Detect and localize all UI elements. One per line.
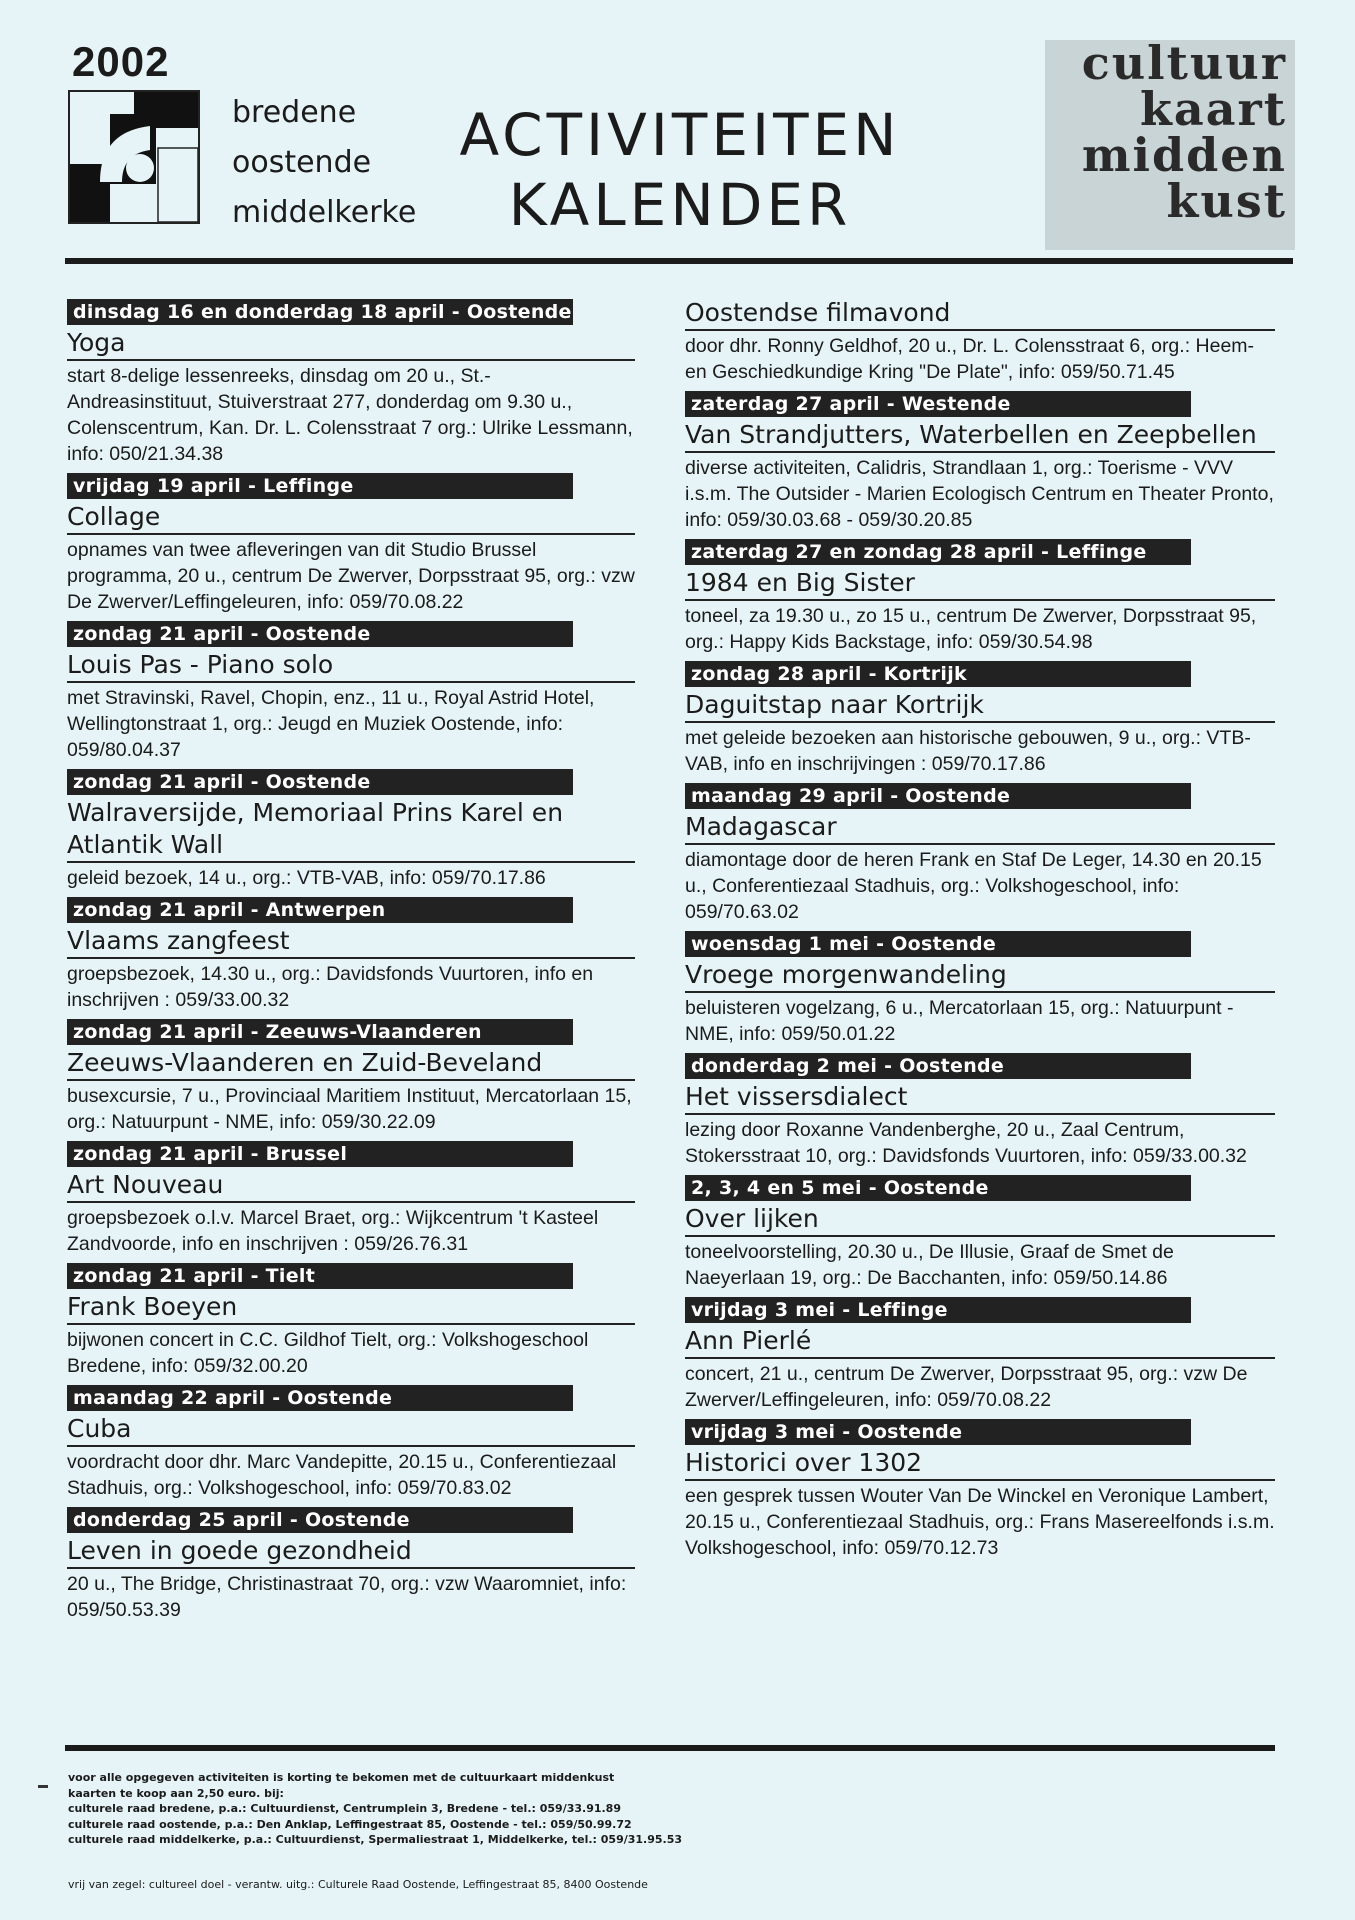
event-description: voordracht door dhr. Marc Vandepitte, 20.15 u., Conferentiezaal Stadhuis, org.: Volkshogeschool, info: 059/70.83.02 <box>67 1451 617 1499</box>
event-description: geleid bezoek, 14 u., org.: VTB-VAB, info: 059/70.17.86 <box>67 867 546 889</box>
event-description: toneel, za 19.30 u., zo 15 u., centrum De Zwerver, Dorpsstraat 95, org.: Happy Kids Backstage, info: 059/30.54.98 <box>685 605 1257 653</box>
event-title: Het vissersdialect <box>685 1081 1275 1115</box>
event-date-bar: donderdag 2 mei - Oostende <box>685 1053 1191 1079</box>
event-title: Yoga <box>67 327 635 361</box>
year: 2002 <box>72 38 170 85</box>
event-date-bar: vrijdag 3 mei - Oostende <box>685 1419 1191 1445</box>
event-title: Vlaams zangfeest <box>67 925 635 959</box>
event-title: Van Strandjutters, Waterbellen en Zeepbellen <box>685 419 1275 453</box>
event-description: met Stravinski, Ravel, Chopin, enz., 11 u., Royal Astrid Hotel, Wellingtonstraat 1, org.: Jeugd en Muziek Oostende, info: 059/80.04.37 <box>67 687 595 761</box>
event-title: Louis Pas - Piano solo <box>67 649 635 683</box>
title-line-1: ACTIVITEITEN <box>459 101 901 169</box>
event-description: met geleide bezoeken aan historische gebouwen, 9 u., org.: VTB-VAB, info en inschrijvingen : 059/70.17.86 <box>685 727 1251 775</box>
event-date-bar: zondag 21 april - Brussel <box>67 1141 573 1167</box>
event-date-bar: maandag 29 april - Oostende <box>685 783 1191 809</box>
footer-line: culturele raad bredene, p.a.: Cultuurdienst, Centrumplein 3, Bredene - tel.: 059/33.91.89 <box>68 1802 621 1815</box>
left-column <box>67 295 635 1629</box>
event-item <box>685 1175 1275 1291</box>
town-list <box>232 88 416 238</box>
event-item <box>67 473 635 615</box>
event-item <box>67 1019 635 1135</box>
event-title: Vroege morgenwandeling <box>685 959 1275 993</box>
event-title: 1984 en Big Sister <box>685 567 1275 601</box>
event-item <box>685 1419 1275 1561</box>
town-name: bredene <box>232 95 357 130</box>
event-date-bar: zaterdag 27 april - Westende <box>685 391 1191 417</box>
event-title: Leven in goede gezondheid <box>67 1535 635 1569</box>
event-title: Madagascar <box>685 811 1275 845</box>
event-title: Collage <box>67 501 635 535</box>
event-item <box>67 1141 635 1257</box>
event-title: Daguitstap naar Kortrijk <box>685 689 1275 723</box>
cultuurkaart-logo <box>1045 36 1295 250</box>
logo <box>68 90 200 224</box>
event-title: Oostendse filmavond <box>685 297 1275 331</box>
event-date-bar: zondag 21 april - Tielt <box>67 1263 573 1289</box>
margin-mark <box>38 1785 48 1788</box>
event-item <box>67 1263 635 1379</box>
event-date-bar: dinsdag 16 en donderdag 18 april - Oostende <box>67 299 573 325</box>
publisher-note: vrij van zegel: cultureel doel - verantw. uitg.: Culturele Raad Oostende, Leffingestraat 85, 8400 Oostende <box>68 1878 648 1891</box>
event-item <box>685 1297 1275 1413</box>
event-item <box>67 769 635 891</box>
event-description: lezing door Roxanne Vandenberghe, 20 u., Zaal Centrum, Stokersstraat 10, org.: Davidsfonds Vuurtoren, info: 059/33.00.32 <box>685 1119 1247 1167</box>
event-item <box>67 897 635 1013</box>
event-description: toneelvoorstelling, 20.30 u., De Illusie, Graaf de Smet de Naeyerlaan 19, org.: De Bacchanten, info: 059/50.14.86 <box>685 1241 1174 1289</box>
event-date-bar: vrijdag 19 april - Leffinge <box>67 473 573 499</box>
event-description: diamontage door de heren Frank en Staf De Leger, 14.30 en 20.15 u., Conferentiezaal Stadhuis, org.: Volkshogeschool, info: 059/70.63.02 <box>685 849 1262 923</box>
footer-divider <box>65 1745 1275 1751</box>
event-date-bar: woensdag 1 mei - Oostende <box>685 931 1191 957</box>
event-date-bar: zondag 21 april - Oostende <box>67 621 573 647</box>
event-title: Ann Pierlé <box>685 1325 1275 1359</box>
event-title: Frank Boeyen <box>67 1291 635 1325</box>
event-description: een gesprek tussen Wouter Van De Winckel en Veronique Lambert, 20.15 u., Conferentiezaal Stadhuis, org.: Frans Masereelfonds i.s.m. Volkshogeschool, info: 059/70.12.73 <box>685 1485 1275 1559</box>
event-description: 20 u., The Bridge, Christinastraat 70, org.: vzw Waaromniet, info: 059/50.53.39 <box>67 1573 627 1621</box>
event-date-bar: zondag 21 april - Zeeuws-Vlaanderen <box>67 1019 573 1045</box>
event-description: groepsbezoek, 14.30 u., org.: Davidsfonds Vuurtoren, info en inschrijven : 059/33.00.32 <box>67 963 594 1011</box>
event-item <box>685 391 1275 533</box>
town-name: middelkerke <box>232 195 417 230</box>
event-date-bar: zondag 21 april - Antwerpen <box>67 897 573 923</box>
event-item <box>67 1385 635 1501</box>
footer-line: kaarten te koop aan 2,50 euro. bij: <box>68 1786 284 1800</box>
event-item <box>685 783 1275 925</box>
event-description: door dhr. Ronny Geldhof, 20 u., Dr. L. Colensstraat 6, org.: Heem- en Geschiedkundige Kring "De Plate", info: 059/50.71.45 <box>685 335 1255 383</box>
event-description: start 8-delige lessenreeks, dinsdag om 20 u., St.-Andreasinstituut, Stuiverstraat 277, donderdag om 9.30 u., Colenscentrum, Kan. Dr. L. Colensstraat 7 org.: Ulrike Lessmann, info: 050/21.34.38 <box>67 365 633 465</box>
event-title: Art Nouveau <box>67 1169 635 1203</box>
event-description: groepsbezoek o.l.v. Marcel Braet, org.: Wijkcentrum 't Kasteel Zandvoorde, info en inschrijven : 059/26.76.31 <box>67 1207 599 1255</box>
event-description: diverse activiteiten, Calidris, Strandlaan 1, org.: Toerisme - VVV i.s.m. The Outsider - Marien Ecologisch Centrum en Theater Pronto, info: 059/30.03.68 - 059/30.20.85 <box>685 457 1274 531</box>
brand-word: kaart <box>1140 82 1287 136</box>
event-item <box>685 931 1275 1047</box>
event-description: busexcursie, 7 u., Provinciaal Maritiem Instituut, Mercatorlaan 15, org.: Natuurpunt - NME, info: 059/30.22.09 <box>67 1085 632 1133</box>
event-date-bar: zondag 28 april - Kortrijk <box>685 661 1191 687</box>
event-date-bar: maandag 22 april - Oostende <box>67 1385 573 1411</box>
event-date-bar: donderdag 25 april - Oostende <box>67 1507 573 1533</box>
event-date-bar: zondag 21 april - Oostende <box>67 769 573 795</box>
town-name: oostende <box>232 145 372 180</box>
event-date-bar: zaterdag 27 en zondag 28 april - Leffinge <box>685 539 1191 565</box>
event-item <box>67 621 635 763</box>
right-column <box>685 295 1275 1567</box>
page-title <box>420 100 940 240</box>
brand-word: kust <box>1166 174 1287 228</box>
event-item <box>685 661 1275 777</box>
brand-word: cultuur <box>1081 36 1287 90</box>
event-title: Zeeuws-Vlaanderen en Zuid-Beveland <box>67 1047 635 1081</box>
event-title: Historici over 1302 <box>685 1447 1275 1481</box>
event-item <box>67 1507 635 1623</box>
event-title: Over lijken <box>685 1203 1275 1237</box>
event-date-bar: vrijdag 3 mei - Leffinge <box>685 1297 1191 1323</box>
brand-word: midden <box>1081 128 1287 182</box>
event-title: Cuba <box>67 1413 635 1447</box>
footer-line: voor alle opgegeven activiteiten is korting te bekomen met de cultuurkaart middenkust <box>68 1771 615 1784</box>
event-item <box>685 539 1275 655</box>
event-description: bijwonen concert in C.C. Gildhof Tielt, org.: Volkshogeschool Bredene, info: 059/32.00.20 <box>67 1329 589 1377</box>
footer-line: culturele raad oostende, p.a.: Den Anklap, Leffingestraat 85, Oostende - tel.: 059/50.99.72 <box>68 1817 632 1831</box>
event-item <box>67 299 635 467</box>
event-description: beluisteren vogelzang, 6 u., Mercatorlaan 15, org.: Natuurpunt - NME, info: 059/50.01.22 <box>685 997 1234 1045</box>
header-divider <box>65 258 1293 264</box>
event-title: Walraversijde, Memoriaal Prins Karel en Atlantik Wall <box>67 797 635 863</box>
event-description: concert, 21 u., centrum De Zwerver, Dorpsstraat 95, org.: vzw De Zwerver/Leffingeleuren, info: 059/70.08.22 <box>685 1363 1248 1411</box>
footer-info <box>68 1770 682 1848</box>
event-date-bar: 2, 3, 4 en 5 mei - Oostende <box>685 1175 1191 1201</box>
event-item <box>685 297 1275 385</box>
title-line-2: KALENDER <box>508 171 852 239</box>
event-description: opnames van twee afleveringen van dit Studio Brussel programma, 20 u., centrum De Zwerver, Dorpsstraat 95, org.: vzw De Zwerver/Leffingeleuren, info: 059/70.08.22 <box>67 539 635 613</box>
footer-line: culturele raad middelkerke, p.a.: Cultuurdienst, Spermaliestraat 1, Middelkerke, tel.: 059/31.95.53 <box>68 1833 683 1846</box>
event-item <box>685 1053 1275 1169</box>
